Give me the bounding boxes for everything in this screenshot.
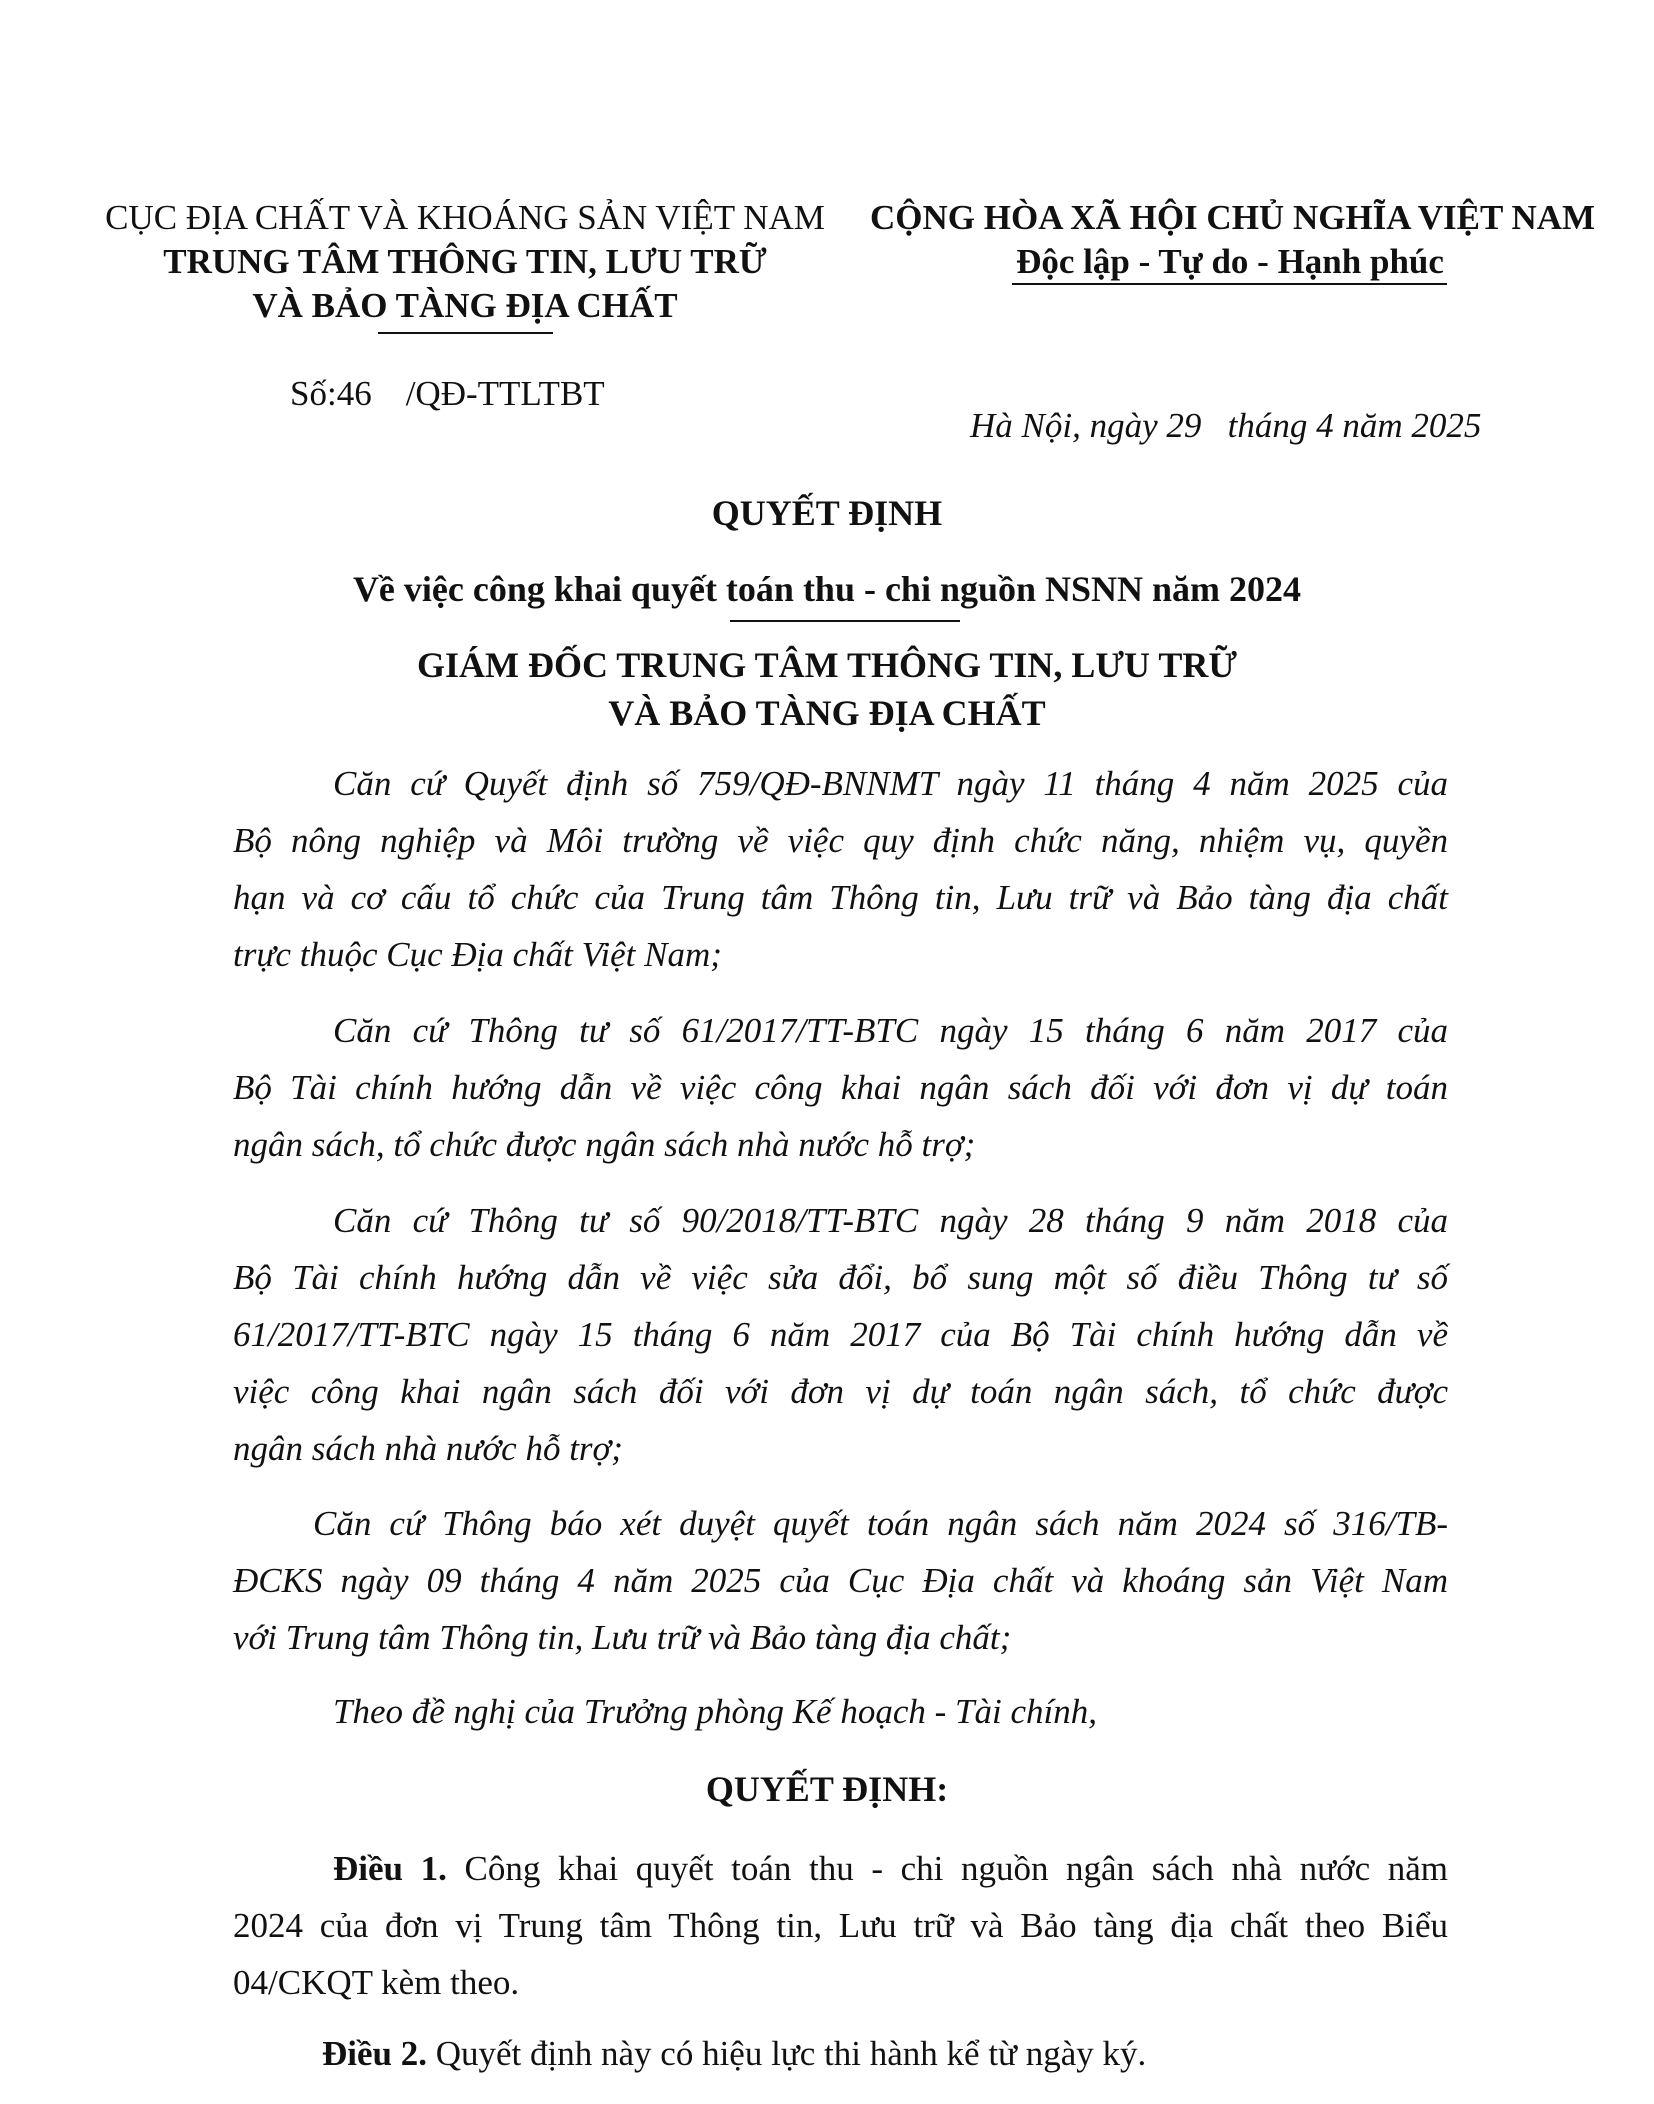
- document-number-suffix: /QĐ-TTLTBT: [405, 374, 605, 413]
- preamble-paragraph-5: Theo đề nghị của Trưởng phòng Kế hoạch - Tài chính,: [333, 1692, 1097, 1731]
- text-line: Căn cứ Thông tư số 90/2018/TT-BTC ngày 28 tháng 9 năm 2018 của: [333, 1201, 1448, 1240]
- nation-name: CỘNG HÒA XÃ HỘI CHỦ NGHĨA VIỆT NAM: [870, 198, 1596, 237]
- unit-name-line1: TRUNG TÂM THÔNG TIN, LƯU TRỮ: [163, 242, 767, 281]
- preamble-paragraph-4: [233, 1495, 1448, 1666]
- article-2-label: Điều 2.: [322, 2034, 427, 2073]
- preamble-paragraph-1: [233, 755, 1448, 983]
- document-number-value: 46: [336, 374, 372, 413]
- text-line: việc công khai ngân sách đối với đơn vị dự toán ngân sách, tổ chức được: [233, 1372, 1448, 1411]
- national-motto: Độc lập - Tự do - Hạnh phúc: [1016, 242, 1444, 281]
- decision-heading: QUYẾT ĐỊNH:: [705, 1769, 949, 1809]
- article-2-text: Quyết định này có hiệu lực thi hành kể từ ngày ký.: [435, 2034, 1147, 2073]
- text-line: Bộ nông nghiệp và Môi trường về việc quy định chức năng, nhiệm vụ, quyền: [233, 821, 1448, 860]
- preamble-paragraph-2: [233, 1002, 1448, 1173]
- text-line: Căn cứ Quyết định số 759/QĐ-BNNMT ngày 11 tháng 4 năm 2025 của: [333, 764, 1448, 803]
- document-subject: Về việc công khai quyết toán thu - chi nguồn NSNN năm 2024: [352, 569, 1302, 609]
- place-date: Hà Nội, ngày 29 tháng 4 năm 2025: [970, 406, 1482, 445]
- text-line: Căn cứ Thông tư số 61/2017/TT-BTC ngày 15 tháng 6 năm 2017 của: [333, 1011, 1448, 1050]
- text-line: Bộ Tài chính hướng dẫn về việc sửa đổi, bổ sung một số điều Thông tư số: [233, 1258, 1448, 1297]
- text-line: 61/2017/TT-BTC ngày 15 tháng 6 năm 2017 của Bộ Tài chính hướng dẫn về: [233, 1315, 1448, 1354]
- text-line: 2024 của đơn vị Trung tâm Thông tin, Lưu trữ và Bảo tàng địa chất theo Biểu: [233, 1906, 1448, 1945]
- subject-underline: [730, 620, 960, 622]
- text-line: Bộ Tài chính hướng dẫn về việc công khai ngân sách đối với đơn vị dự toán: [233, 1068, 1448, 1107]
- text-line: [233, 1840, 1448, 1897]
- preamble-paragraph-3: [233, 1192, 1448, 1477]
- authority-line1: GIÁM ĐỐC TRUNG TÂM THÔNG TIN, LƯU TRỮ: [416, 645, 1238, 685]
- authority-line2: VÀ BẢO TÀNG ĐỊA CHẤT: [608, 693, 1046, 733]
- text-line: trực thuộc Cục Địa chất Việt Nam;: [233, 935, 722, 974]
- document-number: [290, 372, 605, 416]
- article-1: [233, 1840, 1448, 2011]
- text-line: Căn cứ Thông báo xét duyệt quyết toán ngân sách năm 2024 số 316/TB-: [313, 1504, 1448, 1543]
- document-title: QUYẾT ĐỊNH: [711, 493, 943, 533]
- unit-name-line2: VÀ BẢO TÀNG ĐỊA CHẤT: [252, 286, 678, 325]
- text-line: ngân sách nhà nước hỗ trợ;: [233, 1429, 623, 1468]
- document-number-prefix: Số:: [290, 374, 337, 413]
- text-line: ngân sách, tổ chức được ngân sách nhà nước hỗ trợ;: [233, 1125, 976, 1164]
- text-line: hạn và cơ cấu tổ chức của Trung tâm Thông tin, Lưu trữ và Bảo tàng địa chất: [233, 878, 1448, 917]
- text-line: với Trung tâm Thông tin, Lưu trữ và Bảo tàng địa chất;: [233, 1618, 1012, 1657]
- article-1-label: Điều 1.: [333, 1849, 447, 1888]
- unit-underline: [378, 332, 553, 334]
- article-2: [322, 2032, 1146, 2076]
- text-line: 04/CKQT kèm theo.: [233, 1963, 520, 2002]
- article-1-text: Công khai quyết toán thu - chi nguồn ngân sách nhà nước năm: [464, 1849, 1449, 1888]
- agency-name: CỤC ĐỊA CHẤT VÀ KHOÁNG SẢN VIỆT NAM: [105, 198, 825, 237]
- motto-underline: [1012, 283, 1447, 285]
- text-line: ĐCKS ngày 09 tháng 4 năm 2025 của Cục Địa chất và khoáng sản Việt Nam: [233, 1561, 1448, 1600]
